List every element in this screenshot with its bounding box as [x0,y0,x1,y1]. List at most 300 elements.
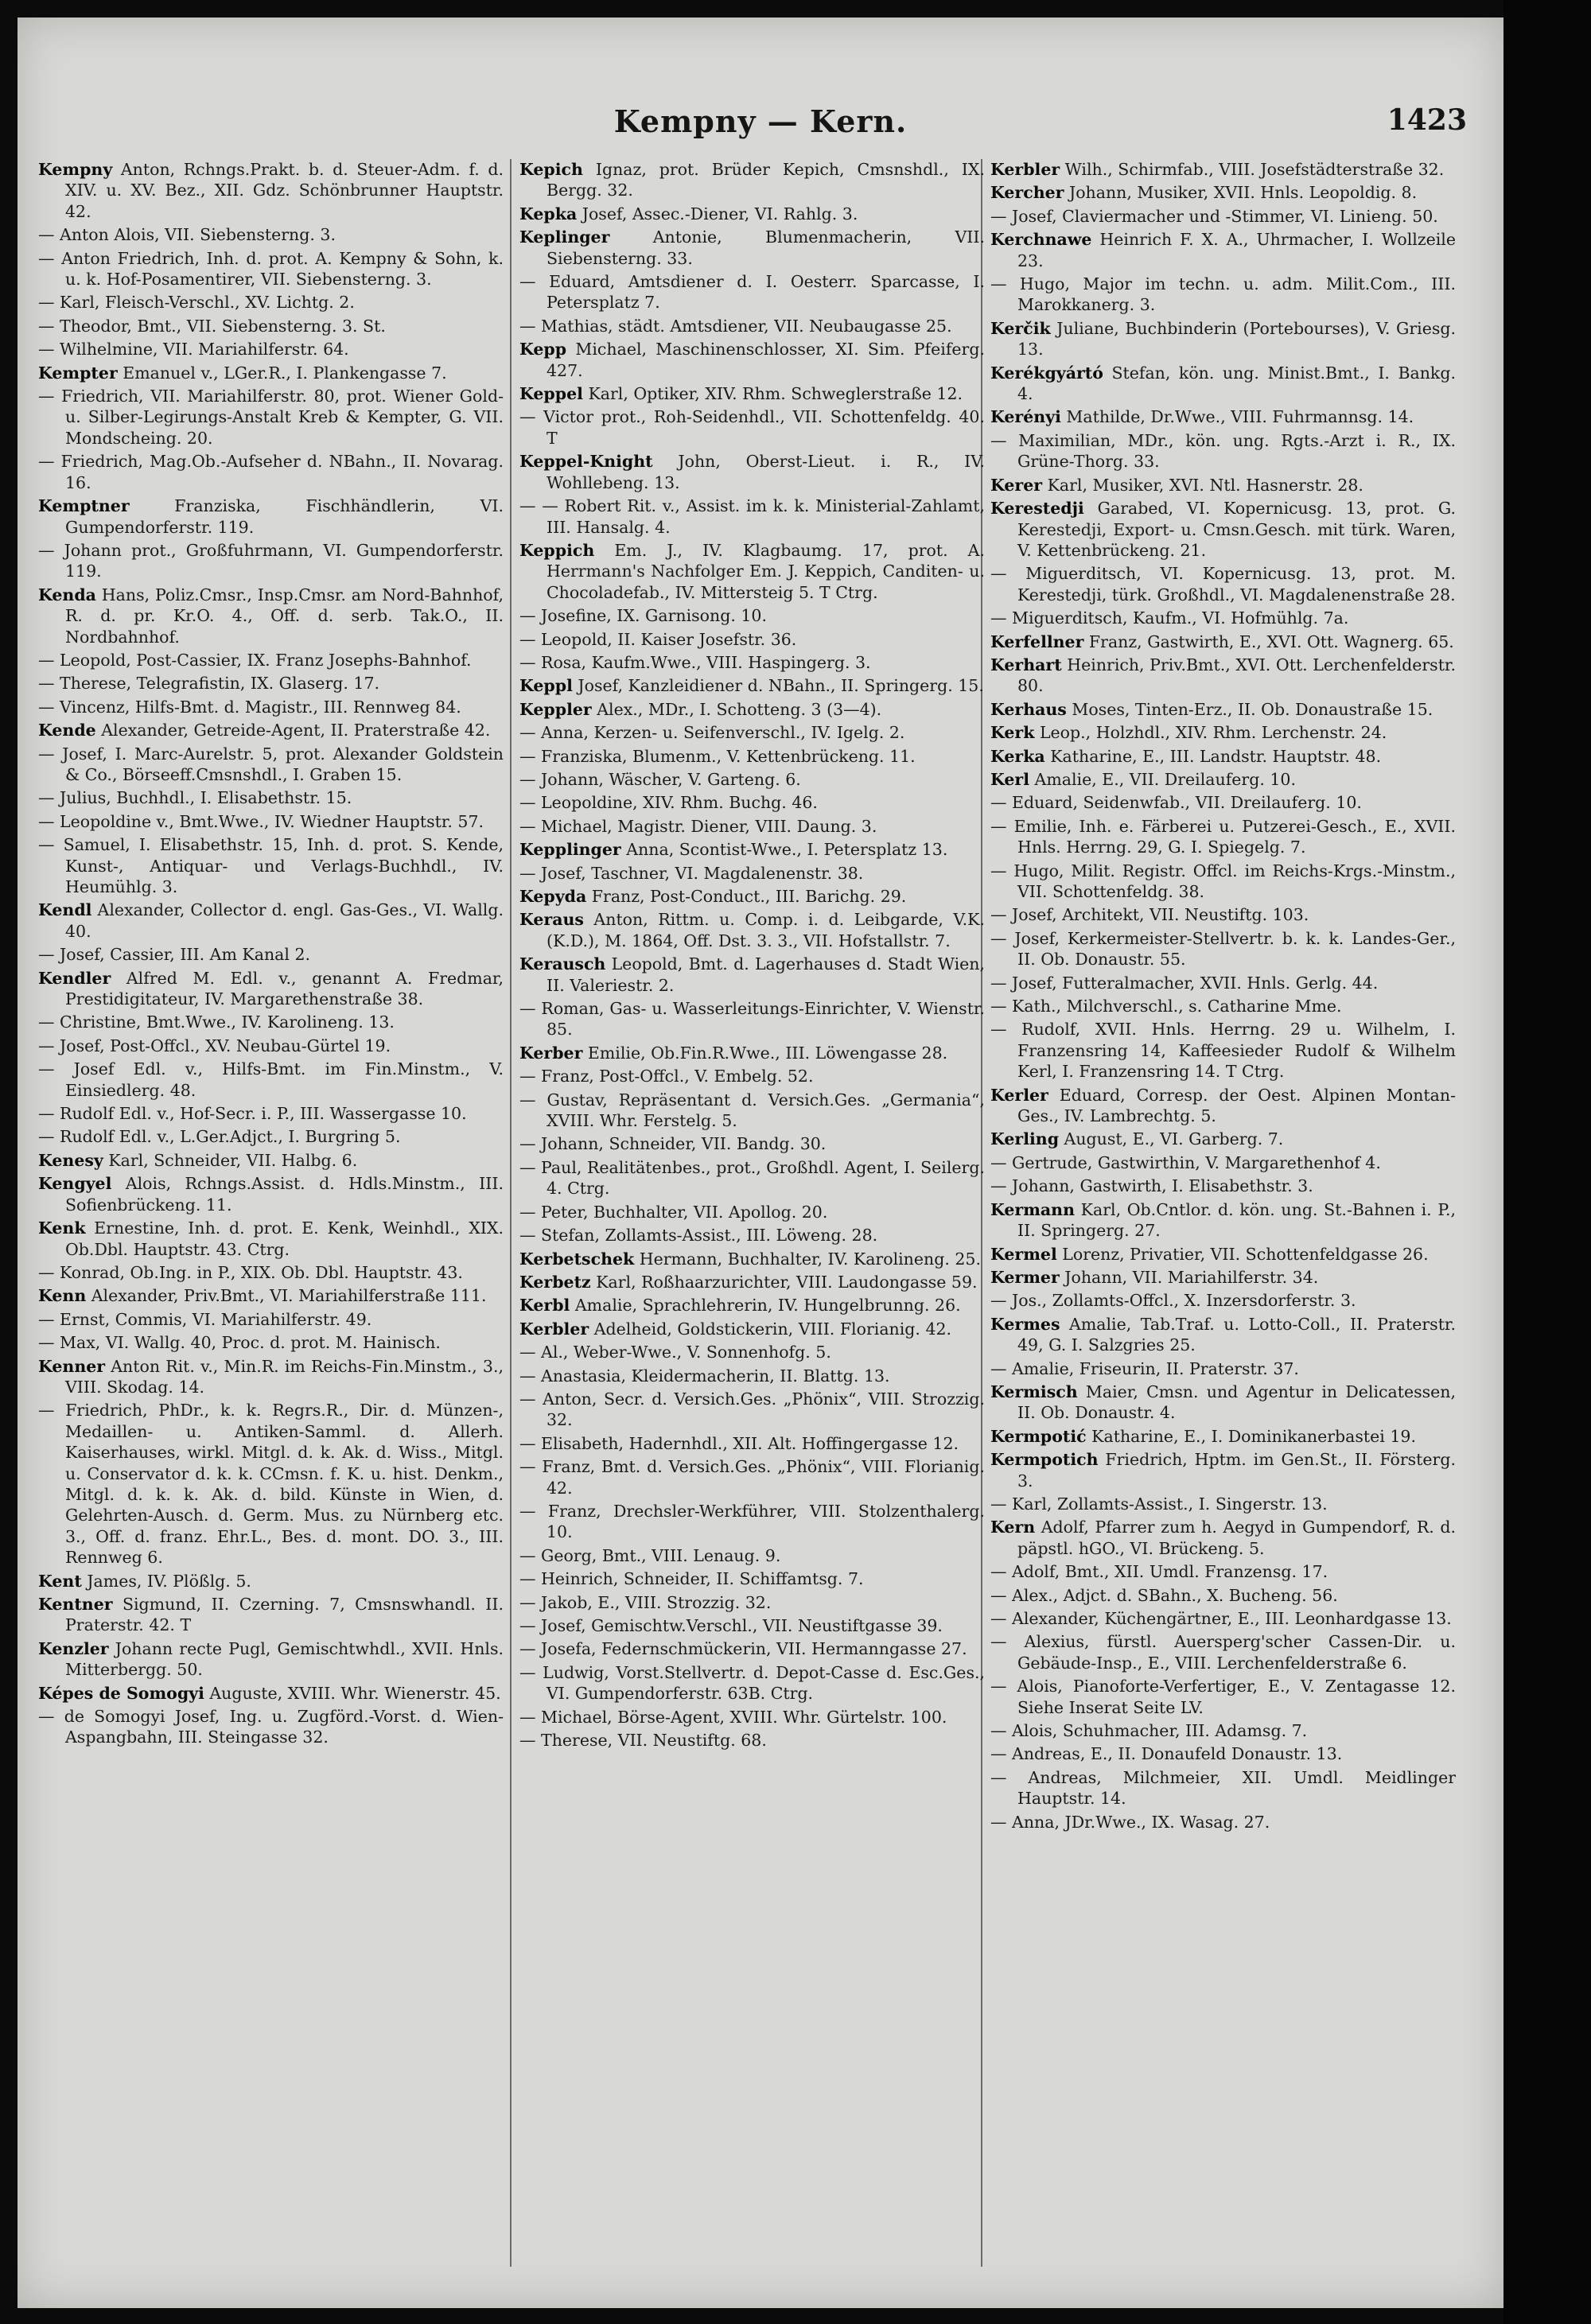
directory-entry [38,292,504,313]
directory-entry [990,1608,1456,1629]
entry-text: — Al., Weber-Wwe., V. Sonnenhofg. 5. [519,1343,831,1362]
directory-entry [519,1133,985,1154]
directory-entry [990,1152,1456,1173]
directory-entry [38,1218,504,1260]
column-1 [38,159,504,2291]
entry-text: — Johann, Wäscher, V. Garteng. 6. [519,769,801,789]
directory-entry [990,1290,1456,1311]
entry-surname: Kendler [38,968,111,988]
entry-text: Heinrich, Priv.Bmt., XVI. Ott. Lerchenfelderstr. 80. [1017,655,1456,696]
entry-text: — Jos., Zollamts-Offcl., X. Inzersdorferstr. 3. [990,1291,1356,1311]
scan-edge [1503,0,1591,2324]
entry-surname: Keppler [519,699,592,719]
entry-text: Anna, Scontist-Wwe., I. Petersplatz 13. [620,840,948,860]
entry-text: — Alexius, fürstl. Auersperg'scher Cassen-Dir. u. Gebäude-Insp., E., VIII. Lerchenfelderstraße 6. [990,1632,1456,1673]
entry-text: Sigmund, II. Czerning. 7, Cmsnswhandl. II. Praterstr. 42. T [65,1595,504,1635]
entry-surname: Kepka [519,204,578,223]
directory-entry [519,792,985,813]
directory-entry [519,1342,985,1362]
entry-text: Emilie, Ob.Fin.R.Wwe., III. Löwengasse 28. [582,1043,948,1063]
directory-entry [990,229,1456,271]
entry-surname: Kerer [990,475,1043,495]
directory-entry [519,1366,985,1386]
entry-text: Johann recte Pugl, Gemischtwhdl., XVII. Hnls. Mitterbergg. 50. [65,1638,504,1680]
column-2 [519,159,985,2291]
entry-text: — Maximilian, MDr., kön. ung. Rgts.-Arzt i. R., IX. Grüne-Thorg. 33. [990,430,1456,472]
directory-entry [990,792,1456,813]
entry-surname: Kempter [38,363,118,383]
entry-text: — Alex., Adjct. d. SBahn., X. Bucheng. 56. [990,1585,1338,1605]
entry-text: John, Oberst-Lieut. i. R., IV. Wohllebeng. 13. [547,452,985,492]
directory-entry [519,1456,985,1498]
directory-entry [990,1561,1456,1582]
entry-text: Franz, Gastwirth, E., XVI. Ott. Wagnerg. 65. [1083,632,1454,651]
directory-entry [38,744,504,786]
directory-entry [990,1085,1456,1127]
entry-text: — Wilhelmine, VII. Mariahilferstr. 64. [38,340,349,359]
entry-surname: Kepyda [519,887,587,906]
entry-text: — Roman, Gas- u. Wasserleitungs-Einrichter, V. Wienstr. 85. [519,999,985,1040]
directory-entry [519,605,985,626]
directory-entry [519,159,985,201]
entry-surname: Kerl [990,769,1029,789]
entry-surname: Kermpotić [990,1426,1087,1446]
entry-text: Em. J., IV. Klagbaumg. 17, prot. A. Herrmann's Nachfolger Em. J. Keppich, Canditen- u. Chocoladefab., IV. Mittersteig 5. T Ctrg. [547,540,985,602]
entry-text: Alex., MDr., I. Schotteng. 3 (3—4). [591,699,882,719]
entry-text: — Josef, Taschner, VI. Magdalenenstr. 38. [519,863,864,883]
directory-entry [38,968,504,1010]
entry-text: Hans, Poliz.Cmsr., Insp.Cmsr. am Nord-Bahnhof, R. d. pr. Kr.O. 4., Off. d. serb. Tak.O., II. Nordbahnhof. [65,585,504,647]
directory-entry [519,383,985,404]
directory-entry [38,1059,504,1101]
directory-entry [990,746,1456,767]
directory-entry [519,1295,985,1316]
directory-entry [519,1662,985,1704]
directory-entry [519,1615,985,1636]
entry-text: Johann, Musiker, XVII. Hnls. Leopoldig. 8. [1064,183,1418,203]
directory-entry [990,1676,1456,1718]
entry-surname: Kemptner [38,496,130,516]
entry-text: — Theodor, Bmt., VII. Siebensterng. 3. St. [38,316,386,336]
directory-entry [519,1225,985,1246]
entry-text: — Hugo, Milit. Registr. Offcl. im Reichs-Krgs.-Minstm., VII. Schottenfeldg. 38. [990,861,1456,901]
entry-text: — Miguerditsch, Kaufm., VI. Hofmühlg. 7a. [990,608,1349,628]
directory-entry [38,386,504,449]
entry-text: — Anton Alois, VII. Siebensterng. 3. [38,225,336,245]
entry-surname: Kenner [38,1356,106,1376]
directory-entry [519,629,985,650]
entry-surname: Kerausch [519,954,606,974]
directory-entry [519,839,985,860]
directory-entry [990,406,1456,427]
directory-entry [38,944,504,965]
entry-text: Johann, VII. Mariahilferstr. 34. [1059,1267,1319,1287]
entry-text: Anton, Rchngs.Prakt. b. d. Steuer-Adm. f. d. XIV. u. XV. Bez., XII. Gdz. Schönbrunner Hauptstr. 42. [65,160,504,221]
entry-text: Garabed, VI. Kopernicusg. 13, prot. G. Kerestedji, Export- u. Cmsn.Gesch. mit türk. Waren, V. Kettenbrückeng. 21. [1017,499,1456,560]
directory-entry [990,1767,1456,1809]
entry-text: Katharine, E., I. Dominikanerbastei 19. [1086,1426,1416,1446]
directory-entry [38,1638,504,1681]
directory-entry [519,1319,985,1339]
directory-entry [38,834,504,897]
entry-surname: Kenda [38,585,96,604]
directory-entry [990,1314,1456,1356]
entry-text: — Josef, Kerkermeister-Stellvertr. b. k. k. Landes-Ger., II. Ob. Donaustr. 55. [990,928,1456,970]
entry-surname: Kerestedji [990,499,1084,519]
directory-entry [519,1249,985,1269]
directory-entry [38,720,504,740]
entry-text: — Leopoldine v., Bmt.Wwe., IV. Wiedner Hauptstr. 57. [38,811,484,831]
directory-entry [38,1150,504,1171]
entry-text: — Josef, Post-Offcl., XV. Neubau-Gürtel 19. [38,1036,391,1055]
directory-entry [519,1433,985,1454]
entry-text: — Josef, Cassier, III. Am Kanal 2. [38,945,311,965]
entry-surname: Kerling [990,1129,1060,1149]
directory-entry [990,1631,1456,1673]
directory-entry [519,316,985,336]
entry-text: — Josef Edl. v., Hilfs-Bmt. im Fin.Minstm., V. Einsiedlerg. 48. [38,1059,504,1100]
directory-entry [519,652,985,673]
entry-text: Karl, Roßhaarzurichter, VIII. Laudongasse 59. [590,1272,978,1292]
entry-text: — Paul, Realitätenbes., prot., Großhdl. Agent, I. Seilerg. 4. Ctrg. [519,1157,985,1199]
directory-entry [990,563,1456,605]
entry-text: — Hugo, Major im techn. u. adm. Milit.Com., III. Marokkanerg. 3. [990,274,1456,315]
entry-text: Anton, Rittm. u. Comp. i. d. Leibgarde, V.K. (K.D.), M. 1864, Off. Dst. 3. 3., VII. Hofstallstr. 7. [547,910,985,950]
entry-text: — Alois, Schuhmacher, III. Adamsg. 7. [990,1721,1308,1741]
entry-text: — Josef, I. Marc-Aurelstr. 5, prot. Alexander Goldstein & Co., Börseeff.Cmsnshdl., I. Graben 15. [38,744,504,784]
directory-entry [519,1272,985,1292]
entry-text: Juliane, Buchbinderin (Portebourses), V. Griesg. 13. [1017,318,1456,359]
directory-entry [990,1129,1456,1149]
entry-surname: Kerényi [990,407,1061,427]
directory-entry [38,1126,504,1147]
entry-text: — — Robert Rit. v., Assist. im k. k. Ministerial-Zahlamt, III. Hansalg. 4. [519,496,985,537]
entry-text: — Gustav, Repräsentant d. Versich.Ges. „Germania“, XVIII. Whr. Ferstelg. 5. [519,1090,985,1131]
entry-text: — Therese, Telegrafistin, IX. Glaserg. 17. [38,674,379,694]
directory-entry [38,1332,504,1353]
directory-entry [38,787,504,808]
entry-surname: Keppel [519,384,583,404]
entry-surname: Kerbler [990,160,1060,179]
directory-entry [990,1019,1456,1082]
entry-text: — Eduard, Seidenwfab., VII. Dreilauferg. 10. [990,793,1362,813]
entry-text: Antonie, Blumenmacherin, VII. Siebensterng. 33. [547,227,985,268]
directory-entry [519,1202,985,1222]
directory-entry [990,475,1456,496]
entry-text: — Josef, Gemischtw.Verschl., VII. Neustiftgasse 39. [519,1616,943,1635]
entry-text: Ignaz, prot. Brüder Kepich, Cmsnshdl., IX. Bergg. 32. [547,160,985,200]
directory-entry [990,1449,1456,1491]
entry-text: Anton Rit. v., Min.R. im Reichs-Fin.Minstm., 3., VIII. Skodag. 14. [65,1356,504,1397]
directory-entry [519,675,985,696]
entry-text: — Eduard, Amtsdiener d. I. Oesterr. Sparcasse, I. Petersplatz 7. [519,272,985,313]
directory-entry [990,655,1456,697]
entry-text: Katharine, E., III. Landstr. Hauptstr. 48. [1044,746,1382,766]
entry-text: Emanuel v., LGer.R., I. Plankengasse 7. [117,363,447,383]
entry-text: — Elisabeth, Hadernhdl., XII. Alt. Hoffingergasse 12. [519,1433,959,1453]
directory-entry [38,1594,504,1636]
directory-entry [38,1309,504,1330]
directory-entry [519,496,985,538]
entry-text: — Stefan, Zollamts-Assist., III. Löweng. 28. [519,1226,878,1246]
directory-entry [990,498,1456,561]
directory-entry [990,318,1456,360]
directory-entry [990,1358,1456,1379]
entry-text: Hermann, Buchhalter, IV. Karolineng. 25. [634,1249,981,1269]
entry-text: — Vincenz, Hilfs-Bmt. d. Magistr., III. Rennweg 84. [38,697,461,717]
entry-surname: Keppich [519,540,595,560]
directory-entry [519,1066,985,1086]
directory-entry [990,816,1456,858]
entry-text: Friedrich, Hptm. im Gen.St., II. Försterg. 3. [1017,1450,1456,1490]
directory-entry [38,363,504,383]
entry-surname: Kerbl [519,1296,570,1316]
entry-surname: Kerfellner [990,632,1084,651]
directory-entry [38,673,504,694]
entry-text: Stefan, kön. ung. Minist.Bmt., I. Bankg. 4. [1017,363,1456,404]
entry-text: — Anna, JDr.Wwe., IX. Wasag. 27. [990,1812,1270,1832]
entry-surname: Kerhart [990,655,1062,674]
entry-surname: Keppl [519,676,573,696]
directory-entry [519,339,985,381]
directory-entry [519,769,985,790]
directory-entry [990,206,1456,227]
entry-surname: Kendl [38,900,92,920]
entry-surname: Kern [990,1518,1036,1537]
entry-surname: Kerbetschek [519,1249,635,1269]
directory-entry [990,182,1456,203]
entry-surname: Kerka [990,746,1045,766]
directory-entry [990,1244,1456,1265]
directory-entry [519,406,985,449]
directory-entry [38,451,504,493]
directory-entry [519,1730,985,1751]
entry-text: — Karl, Fleisch-Verschl., XV. Lichtg. 2. [38,293,355,313]
entry-text: Josef, Kanzleidiener d. NBahn., II. Springerg. 15. [572,676,984,696]
entry-surname: Kepplinger [519,840,621,860]
entry-surname: Kepich [519,160,583,179]
entry-text: — Peter, Buchhalter, VII. Apollog. 20. [519,1202,828,1222]
running-title: Kempny — Kern. [613,103,908,139]
entry-surname: Kerk [990,723,1035,743]
entry-surname: Képes de Somogyi [38,1683,204,1703]
entry-text: Alexander, Priv.Bmt., VI. Mariahilferstraße 111. [86,1286,487,1306]
entry-text: — Franz, Post-Offcl., V. Embelg. 52. [519,1067,814,1086]
directory-entry [38,585,504,647]
entry-surname: Kenzler [38,1638,109,1658]
entry-text: Mathilde, Dr.Wwe., VIII. Fuhrmannsg. 14. [1060,407,1414,427]
entry-text: — Andreas, Milchmeier, XII. Umdl. Meidlinger Hauptstr. 14. [990,1767,1456,1809]
entry-text: — Therese, VII. Neustiftg. 68. [519,1731,767,1751]
directory-entry [38,1262,504,1283]
directory-entry [38,900,504,942]
directory-entry [519,1090,985,1132]
directory-entry [38,1173,504,1215]
entry-surname: Kercher [990,183,1064,203]
entry-surname: Kermes [990,1314,1060,1334]
entry-text: Amalie, E., VII. Dreilauferg. 10. [1029,769,1296,789]
directory-entry [38,159,504,222]
entry-text: Maier, Cmsn. und Agentur in Delicatessen, II. Ob. Donaustr. 4. [1017,1382,1456,1423]
directory-entry [519,1592,985,1613]
entry-text: — Amalie, Friseurin, II. Praterstr. 37. [990,1358,1299,1378]
entry-text: — Franz, Drechsler-Werkführer, VIII. Stolzenthalerg. 10. [519,1501,985,1542]
directory-entry [519,909,985,951]
directory-entry [38,1012,504,1032]
directory-entry [519,1501,985,1543]
entry-surname: Kentner [38,1595,113,1614]
entry-text: — Rudolf Edl. v., L.Ger.Adjct., I. Burgring 5. [38,1127,401,1147]
entry-surname: Keppel-Knight [519,452,653,472]
entry-text: Moses, Tinten-Erz., II. Ob. Donaustraße 15. [1066,699,1433,719]
entry-text: — Max, VI. Wallg. 40, Proc. d. prot. M. Hainisch. [38,1333,441,1353]
directory-entry [38,1706,504,1748]
entry-surname: Keplinger [519,227,610,247]
directory-entry [519,863,985,884]
entry-text: — Christine, Bmt.Wwe., IV. Karolineng. 13. [38,1012,395,1032]
entry-text: August, E., VI. Garberg. 7. [1059,1129,1284,1149]
directory-entry [990,363,1456,405]
directory-entry [990,1517,1456,1559]
directory-entry [519,204,985,224]
entry-surname: Kermisch [990,1382,1078,1401]
entry-text: — Josef, Futteralmacher, XVII. Hnls. Gerlg. 44. [990,973,1379,993]
entry-text: — Jakob, E., VIII. Strozzig. 32. [519,1592,772,1612]
entry-text: Wilh., Schirmfab., VIII. Josefstädterstraße 32. [1060,160,1445,179]
entry-text: — Leopold, Post-Cassier, IX. Franz Josephs-Bahnhof. [38,650,472,670]
directory-entry [990,1812,1456,1832]
directory-entry [519,1389,985,1431]
entry-text: Adolf, Pfarrer zum h. Aegyd in Gumpendorf, R. d. päpstl. hGO., VI. Brückeng. 5. [1017,1518,1456,1558]
entry-text: Alfred M. Edl. v., genannt A. Fredmar, Prestidigitateur, IV. Margarethenstraße 38. [65,968,504,1009]
entry-surname: Kent [38,1571,82,1591]
entry-text: — Rudolf Edl. v., Hof-Secr. i. P., III. Wassergasse 10. [38,1104,467,1124]
entry-surname: Kerbetz [519,1272,591,1292]
entry-surname: Kerchnawe [990,230,1092,250]
columns [18,159,1503,2291]
directory-entry [519,1707,985,1727]
entry-text: — Franziska, Blumenm., V. Kettenbrückeng. 11. [519,746,916,766]
directory-entry [38,650,504,670]
entry-surname: Kenn [38,1286,87,1306]
entry-text: — Adolf, Bmt., XII. Umdl. Franzensg. 17. [990,1562,1328,1582]
directory-entry [990,608,1456,628]
entry-text: Michael, Maschinenschlosser, XI. Sim. Pfeiferg. 427. [547,340,985,380]
entry-text: Auguste, XVIII. Whr. Wienerstr. 45. [204,1683,501,1703]
directory-entry [990,722,1456,743]
entry-text: Karl, Schneider, VII. Halbg. 6. [103,1150,358,1170]
entry-surname: Kempny [38,160,113,179]
directory-entry [519,451,985,493]
directory-entry [519,271,985,313]
directory-entry [990,1720,1456,1741]
entry-text: — Miguerditsch, VI. Kopernicusg. 13, prot. M. Kerestedji, türk. Großhdl., VI. Magdalenenstraße 28. [990,564,1456,604]
entry-text: — Ludwig, Vorst.Stellvertr. d. Depot-Casse d. Esc.Ges., VI. Gumpendorferstr. 63B. Ctrg. [519,1662,985,1704]
entry-text: — Gertrude, Gastwirthin, V. Margarethenhof 4. [990,1152,1381,1172]
directory-entry [38,1285,504,1306]
entry-text: Adelheid, Goldstickerin, VIII. Florianig. 42. [589,1319,952,1339]
entry-surname: Kerhaus [990,699,1067,719]
directory-entry [990,274,1456,316]
directory-entry [990,1494,1456,1514]
directory-entry [990,996,1456,1016]
entry-text: Eduard, Corresp. der Oest. Alpinen Montan-Ges., IV. Lambrechtg. 5. [1017,1085,1456,1126]
entry-surname: Kerékgyártó [990,363,1103,383]
entry-text: Leop., Holzhdl., XIV. Rhm. Lerchenstr. 24. [1034,723,1387,743]
entry-surname: Kermann [990,1199,1075,1219]
column-3 [990,159,1456,2291]
directory-entry [519,998,985,1040]
directory-entry [519,722,985,743]
directory-entry [38,248,504,290]
directory-entry [990,699,1456,720]
entry-text: Franz, Post-Conduct., III. Barichg. 29. [586,887,907,906]
entry-text: — Victor prot., Roh-Seidenhdl., VII. Schottenfeldg. 40. T [519,407,985,448]
directory-entry [990,1585,1456,1606]
entry-surname: Keraus [519,910,584,930]
entry-text: — Heinrich, Schneider, II. Schiffamtsg. 7. [519,1569,864,1589]
entry-surname: Kerčik [990,318,1051,338]
directory-entry [38,1036,504,1056]
entry-text: — Mathias, städt. Amtsdiener, VII. Neubaugasse 25. [519,316,952,336]
directory-entry [990,769,1456,790]
entry-surname: Kenesy [38,1150,103,1170]
directory-entry [38,224,504,245]
directory-entry [990,159,1456,180]
entry-text: — Michael, Börse-Agent, XVIII. Whr. Gürtelstr. 100. [519,1707,947,1727]
directory-entry [990,973,1456,993]
directory-entry [519,540,985,603]
entry-surname: Kerbler [519,1319,589,1339]
entry-text: Karl, Musiker, XVI. Ntl. Hasnerstr. 28. [1042,475,1363,495]
entry-text: — Alexander, Küchengärtner, E., III. Leonhardgasse 13. [990,1609,1452,1628]
entry-surname: Kermpotich [990,1450,1099,1470]
directory-entry [38,811,504,832]
directory-entry [519,1568,985,1589]
entry-surname: Kerber [519,1043,583,1063]
directory-entry [519,816,985,837]
entry-text: Ernestine, Inh. d. prot. E. Kenk, Weinhdl., XIX. Ob.Dbl. Hauptstr. 43. Ctrg. [65,1218,504,1259]
entry-text: Amalie, Tab.Traf. u. Lotto-Coll., II. Praterstr. 49, G. I. Salzgries 25. [1017,1314,1456,1355]
entry-text: — Friedrich, Mag.Ob.-Aufseher d. NBahn., II. Novarag. 16. [38,452,504,492]
directory-entry [990,1176,1456,1196]
entry-text: — Andreas, E., II. Donaufeld Donaustr. 13. [990,1744,1343,1764]
entry-text: — Ernst, Commis, VI. Mariahilferstr. 49. [38,1309,372,1329]
entry-text: — Johann, Gastwirth, I. Elisabethstr. 3. [990,1176,1313,1196]
page-header [18,99,1503,146]
entry-text: — Samuel, I. Elisabethstr. 15, Inh. d. prot. S. Kende, Kunst-, Antiquar- und Verlags-Buchhdl., IV. Heumühlg. 3. [38,835,504,896]
entry-surname: Kenk [38,1218,86,1238]
directory-entry [990,1382,1456,1424]
entry-text: Franziska, Fischhändlerin, VI. Gumpendorferstr. 119. [65,496,504,537]
directory-entry [990,904,1456,925]
directory-entry [38,1103,504,1124]
entry-text: — Friedrich, VII. Mariahilferstr. 80, prot. Wiener Gold- u. Silber-Legirungs-Anstalt Kreb & Kempter, G. VII. Mondscheing. 20. [38,387,504,448]
entry-text: Karl, Ob.Cntlor. d. kön. ung. St.-Bahnen i. P., II. Springerg. 27. [1017,1199,1456,1241]
entry-text: Heinrich F. X. A., Uhrmacher, I. Wollzeile 23. [1017,230,1456,270]
directory-entry [990,430,1456,472]
directory-entry [38,697,504,717]
entry-text: — Georg, Bmt., VIII. Lenaug. 9. [519,1545,781,1565]
directory-entry [990,1743,1456,1764]
entry-text: — Josef, Architekt, VII. Neustiftg. 103. [990,905,1309,925]
entry-text: Josef, Assec.-Diener, VI. Rahlg. 3. [577,204,858,223]
entry-text: — Konrad, Ob.Ing. in P., XIX. Ob. Dbl. Hauptstr. 43. [38,1262,463,1282]
entry-text: — Anton, Secr. d. Versich.Ges. „Phönix“, VIII. Strozzig. 32. [519,1389,985,1430]
entry-text: — Kath., Milchverschl., s. Catharine Mme. [990,997,1342,1016]
directory-entry [38,1356,504,1398]
entry-text: — Josefa, Federnschmückerin, VII. Hermanngasse 27. [519,1639,967,1659]
